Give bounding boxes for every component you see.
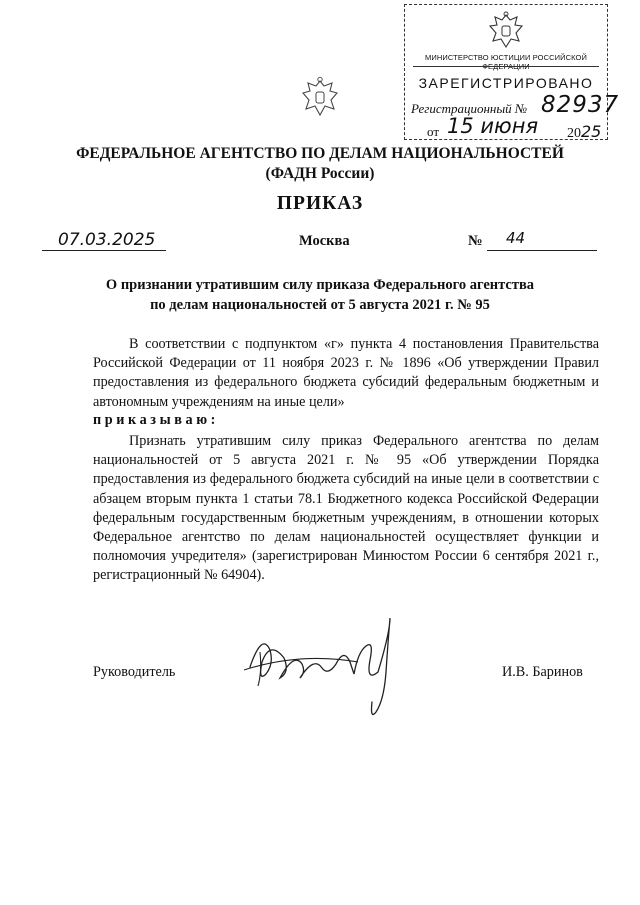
registration-stamp xyxy=(404,4,620,141)
order-paragraph: Признать утратившим силу приказ Федерального агентства по делам национальностей от 5 августа 2021 г. № 95 «Об утверждении Порядка предоставления из федерального бюджета субсидий на иные цели в соответствии с абзацем вторым пункта 1 статьи 78.1 Бюджетного кодекса Российской Федерации федеральным государственным бюджетным учреждениям, в отношении которых Федеральное агентство по делам национальностей осуществляет функции и полномочия учредителя» (зарегистрирован Минюстом России 6 сентября 2021 г., регистрационный № 64904). xyxy=(93,433,599,584)
order-number-sign: № xyxy=(468,233,483,249)
agency-name: ФЕДЕРАЛЬНОЕ АГЕНТСТВО ПО ДЕЛАМ НАЦИОНАЛЬНОСТЕЙ xyxy=(76,145,564,162)
subject-line-1: О признании утратившим силу приказа Федерального агентства xyxy=(105,277,535,293)
signatory-position: Руководитель xyxy=(93,664,176,680)
number-underline xyxy=(487,250,597,251)
stamp-year xyxy=(567,122,601,142)
order-date: 07.03.2025 xyxy=(58,230,156,250)
stamp-date-prefix: от xyxy=(427,124,440,139)
stamp-year-prefix: 20 xyxy=(567,126,581,141)
stamp-date-handwritten: 15 июня xyxy=(447,114,539,138)
stamp-reg-number: 82937 xyxy=(541,92,620,118)
signatory-name: И.В. Баринов xyxy=(502,664,583,680)
date-underline xyxy=(42,250,166,251)
stamp-divider xyxy=(413,66,599,67)
stamp-ministry-name: МИНИСТЕРСТВО ЮСТИЦИИ РОССИЙСКОЙ ФЕДЕРАЦИИ xyxy=(425,53,587,71)
coat-of-arms-icon xyxy=(487,11,525,51)
order-word: приказываю: xyxy=(93,412,219,428)
agency-short-name: (ФАДН России) xyxy=(265,165,375,182)
order-city: Москва xyxy=(299,233,350,249)
document-title: ПРИКАЗ xyxy=(276,193,364,214)
preamble-paragraph: В соответствии с подпунктом «г» пункта 4 постановления Правительства Российской Федерации от 11 ноября 2023 г. № 1896 «Об утверждении Правил предоставления из федерального бюджета субсидий федеральным бюджетным и автономным учреждениям на иные цели» xyxy=(93,336,599,410)
order-number: 44 xyxy=(506,229,526,247)
subject-line-2: по делам национальностей от 5 августа 2021 г. № 95 xyxy=(150,297,490,313)
stamp-reg-number-label: Регистрационный № xyxy=(411,101,528,116)
handwritten-signature xyxy=(240,612,420,722)
stamp-registered-label: ЗАРЕГИСТРИРОВАНО xyxy=(418,75,594,91)
coat-of-arms-icon xyxy=(300,76,340,120)
stamp-year-suffix: 25 xyxy=(581,122,602,141)
